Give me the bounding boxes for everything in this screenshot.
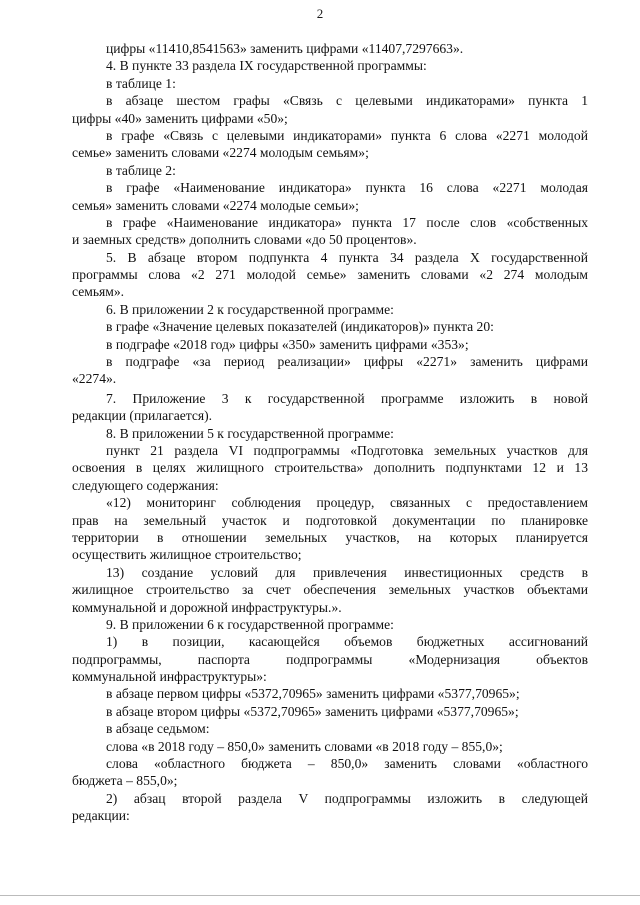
page-bottom-rule (0, 895, 640, 896)
text-line: 4. В пункте 33 раздела IX государственной программы: (106, 58, 427, 74)
text-line: 2) абзац второй раздела V подпрограммы изложить в следующей (106, 790, 588, 806)
text-line: коммунальной и дорожной инфраструктуры.». (72, 599, 342, 615)
text-line: 1) в позиции, касающейся объемов бюджетных ассигнований (106, 634, 588, 650)
text-line: территории в отношении земельных участков, на которых планируется (72, 529, 588, 545)
text-line: в графе «Связь с целевыми индикаторами» пункта 6 слова «2271 молодой (106, 127, 588, 143)
text-line: 6. В приложении 2 к государственной программе: (106, 301, 394, 317)
text-line: в абзаце втором цифры «5372,70965» заменить цифрами «5377,70965»; (106, 703, 519, 719)
text-line: пункт 21 раздела VI подпрограммы «Подготовка земельных участков для (106, 442, 588, 458)
text-line: семьям». (72, 284, 125, 300)
text-line: в абзаце седьмом: (106, 721, 210, 737)
text-line: 9. В приложении 6 к государственной программе: (106, 616, 394, 632)
text-line: прав на земельный участок и подготовкой документации по планировке (72, 512, 588, 528)
text-line: редакции: (72, 808, 130, 824)
text-line: в таблице 2: (106, 162, 176, 178)
text-line: семья» заменить словами «2274 молодые семьи»; (72, 197, 359, 213)
text-line: 13) создание условий для привлечения инвестиционных средств в (106, 564, 588, 580)
text-line: в абзаце первом цифры «5372,70965» заменить цифрами «5377,70965»; (106, 686, 520, 702)
text-line: следующего содержания: (72, 477, 219, 493)
text-line: 8. В приложении 5 к государственной программе: (106, 425, 394, 441)
text-line: осуществить жилищное строительство; (72, 547, 302, 563)
text-line: в таблице 1: (106, 75, 176, 91)
text-line: в графе «Значение целевых показателей (индикаторов)» пункта 20: (106, 319, 494, 335)
text-line: жилищное строительство за счет обеспечения земельных участков объектами (72, 582, 588, 598)
text-line: и заемных средств» дополнить словами «до 50 процентов». (72, 232, 417, 248)
text-line: в подграфе «за период реализации» цифры «2271» заменить цифрами (106, 354, 588, 370)
text-line: «2274». (72, 371, 117, 387)
text-line: цифры «11410,8541563» заменить цифрами «11407,7297663». (106, 41, 464, 56)
text-line: «12) мониторинг соблюдения процедур, связанных с предоставлением (106, 495, 588, 511)
text-line: в подграфе «2018 год» цифры «350» заменить цифрами «353»; (106, 336, 469, 352)
text-line: цифры «40» заменить цифрами «50»; (72, 110, 288, 126)
text-line: коммунальной инфраструктуры»: (72, 669, 267, 685)
document-body (72, 40, 588, 825)
text-line: слова «в 2018 году – 850,0» заменить словами «в 2018 году – 855,0»; (106, 738, 503, 754)
text-line: 7. Приложение 3 к государственной программе изложить в новой (106, 390, 588, 406)
text-line: освоения в целях жилищного строительства» дополнить подпунктами 12 и 13 (72, 460, 588, 476)
text-line: программы слова «2 271 молодой семье» заменить словами «2 274 молодым (72, 267, 588, 283)
text-line: в графе «Наименование индикатора» пункта 17 после слов «собственных (106, 214, 588, 230)
text-line: подпрограммы, паспорта подпрограммы «Модернизация объектов (72, 651, 588, 667)
text-line: в графе «Наименование индикатора» пункта 16 слова «2271 молодая (106, 180, 588, 196)
text-line: семье» заменить словами «2274 молодым семьям»; (72, 145, 369, 161)
page-number: 2 (316, 6, 324, 21)
text-line: слова «областного бюджета – 850,0» заменить словами «областного (106, 756, 588, 772)
text-line: редакции (прилагается). (72, 408, 213, 424)
text-line: бюджета – 855,0»; (72, 773, 178, 789)
text-line: в абзаце шестом графы «Связь с целевыми индикаторами» пункта 1 (106, 93, 588, 109)
text-line: 5. В абзаце втором подпункта 4 пункта 34 раздела X государственной (106, 249, 588, 265)
